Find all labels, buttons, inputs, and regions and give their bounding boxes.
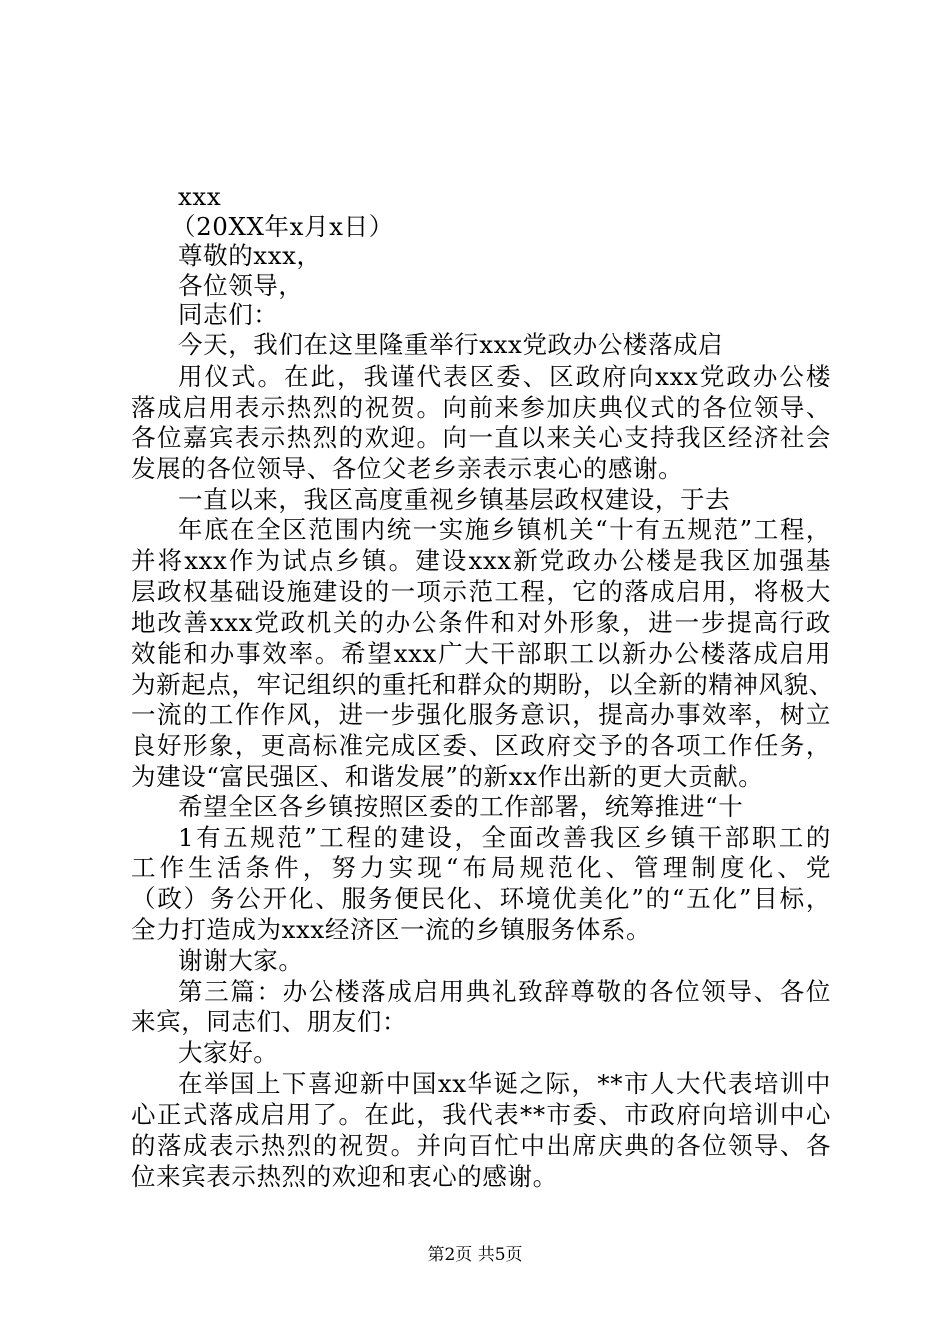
paragraph-line: 一流的工作作风，进一步强化服务意识，提高办事效率，树立 [131, 700, 831, 729]
paragraph-line: 的落成表示热烈的祝贺。并向百忙中出席庆典的各位领导、各 [131, 1131, 831, 1160]
closing-line: 谢谢大家。 [178, 946, 304, 975]
salutation-line: 尊敬的xxx， [178, 241, 322, 270]
author-line: xxx [178, 182, 222, 211]
paragraph-line: 希望全区各乡镇按照区委的工作部署，统筹推进“十 [178, 792, 744, 821]
paragraph-line: 在举国上下喜迎新中国xx华诞之际，**市人大代表培训中 [178, 1069, 831, 1098]
paragraph-line: 各位嘉宾表示热烈的欢迎。向一直以来关心支持我区经济社会 [131, 423, 831, 452]
page-number-footer: 第2页 共5页 [427, 1245, 523, 1265]
paragraph-line: 全力打造成为xxx经济区一流的乡镇服务体系。 [131, 915, 652, 944]
paragraph-line: 层政权基础设施建设的一项示范工程，它的落成启用，将极大 [131, 577, 831, 606]
section-heading-line: 第三篇：办公楼落成启用典礼致辞尊敬的各位领导、各位 [178, 977, 831, 1006]
paragraph-line: 今天，我们在这里隆重举行xxx党政办公楼落成启 [178, 330, 724, 359]
paragraph-line: 用仪式。在此，我谨代表区委、区政府向xxx党政办公楼 [178, 362, 831, 391]
paragraph-line: 工作生活条件，努力实现“布局规范化、管理制度化、党 [131, 853, 831, 882]
paragraph-line: 心正式落成启用了。在此，我代表**市委、市政府向培训中心 [131, 1100, 831, 1129]
salutation-line: 同志们： [178, 300, 279, 329]
paragraph-line: 并将xxx作为试点乡镇。建设xxx新党政办公楼是我区加强基 [131, 546, 831, 575]
paragraph-line: 落成启用表示热烈的祝贺。向前来参加庆典仪式的各位领导、 [131, 393, 831, 422]
paragraph-line: 一直以来，我区高度重视乡镇基层政权建设，于去 [178, 485, 731, 514]
salutation-line: 来宾，同志们、朋友们： [131, 1007, 408, 1036]
paragraph-line: 1有五规范”工程的建设，全面改善我区乡镇干部职工的 [178, 823, 831, 852]
date-line: （20XX年x月x日） [171, 212, 394, 241]
paragraph-line: 发展的各位领导、各位父老乡亲表示衷心的感谢。 [131, 454, 684, 483]
paragraph-line: 效能和办事效率。希望xxx广大干部职工以新办公楼落成启用 [131, 639, 831, 668]
paragraph-line: 为新起点，牢记组织的重托和群众的期盼，以全新的精神风貌、 [131, 670, 834, 699]
paragraph-line: 年底在全区范围内统一实施乡镇机关“十有五规范”工程， [178, 515, 831, 544]
paragraph-line: 地改善xxx党政机关的办公条件和对外形象，进一步提高行政 [131, 608, 831, 637]
paragraph-line: （政）务公开化、服务便民化、环境优美化”的“五化”目标， [131, 884, 831, 913]
salutation-line: 各位领导， [178, 271, 304, 300]
greeting-line: 大家好。 [178, 1038, 279, 1067]
paragraph-line: 位来宾表示热烈的欢迎和衷心的感谢。 [131, 1162, 558, 1191]
paragraph-line: 为建设“富民强区、和谐发展”的新xx作出新的更大贡献。 [131, 762, 764, 791]
paragraph-line: 良好形象，更高标准完成区委、区政府交予的各项工作任务， [131, 731, 831, 760]
